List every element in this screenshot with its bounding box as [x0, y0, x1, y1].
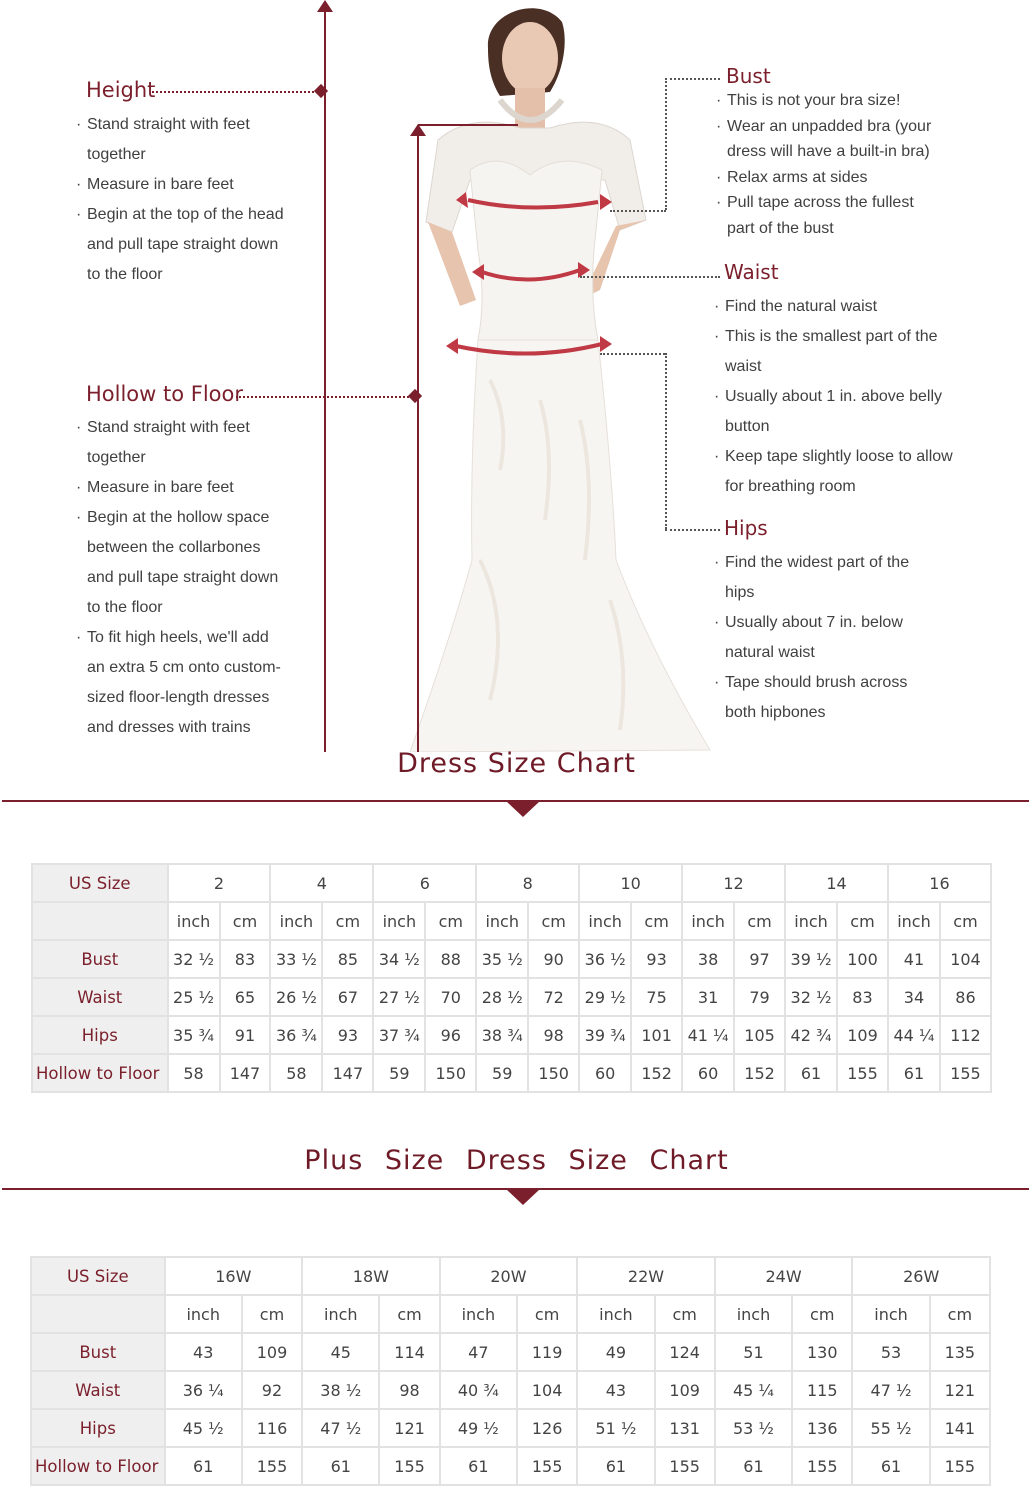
- hips-instruction: [714, 608, 1014, 668]
- table-cell: 150: [528, 1054, 579, 1092]
- table-cell: 147: [220, 1054, 271, 1092]
- table-cell: 40 ¾: [440, 1371, 517, 1409]
- height-guide-line: [324, 6, 326, 752]
- table-cell: 124: [655, 1333, 715, 1371]
- table-cell: 32 ½: [785, 978, 837, 1016]
- hollow-title: Hollow to Floor: [86, 382, 244, 406]
- height-instruction-line: Stand straight with feet: [87, 116, 250, 133]
- size-header-row: [31, 1257, 990, 1295]
- plus-chart-heading: Plus Size Dress Size Chart: [304, 1145, 729, 1176]
- table-cell: 155: [792, 1447, 852, 1485]
- table-cell: 155: [517, 1447, 577, 1485]
- table-row: [32, 978, 991, 1016]
- dress-chart-heading: Dress Size Chart: [397, 748, 636, 779]
- bust-leader-in: [610, 210, 666, 212]
- table-cell: 49: [577, 1333, 654, 1371]
- hips-leader-v: [665, 353, 667, 529]
- table-cell: 116: [242, 1409, 302, 1447]
- height-instruction-line: to the floor: [87, 266, 163, 283]
- table-cell: 152: [631, 1054, 682, 1092]
- table-cell: 49 ½: [440, 1409, 517, 1447]
- table-cell: 45 ½: [165, 1409, 242, 1447]
- hollow-instruction-line: and pull tape straight down: [87, 569, 279, 586]
- height-instructions: [76, 110, 316, 290]
- height-instruction-line: Begin at the top of the head: [87, 206, 284, 223]
- table-cell: 98: [379, 1371, 439, 1409]
- height-leader: [152, 91, 322, 93]
- table-cell: 43: [577, 1371, 654, 1409]
- unit-cm: cm: [734, 902, 785, 940]
- table-cell: 67: [322, 978, 373, 1016]
- unit-cm: cm: [379, 1295, 439, 1333]
- row-label: Waist: [32, 978, 168, 1016]
- hips-instruction-line: hips: [725, 584, 755, 601]
- unit-cm: cm: [631, 902, 682, 940]
- hollow-instruction: [76, 623, 316, 743]
- bust-title: Bust: [726, 64, 771, 88]
- height-instruction: [76, 170, 316, 200]
- size-column-header: 10: [579, 864, 682, 902]
- hollow-instruction-line: To fit high heels, we'll add: [87, 629, 269, 646]
- unit-inch: inch: [785, 902, 837, 940]
- table-row: [31, 1447, 990, 1485]
- table-row: [32, 1054, 991, 1092]
- table-cell: 155: [940, 1054, 991, 1092]
- plus-chart-divider-arrow: [506, 1189, 540, 1205]
- row-label: Bust: [32, 940, 168, 978]
- bust-instruction-line: Relax arms at sides: [727, 168, 868, 186]
- unit-inch: inch: [168, 902, 220, 940]
- table-cell: 61: [888, 1054, 940, 1092]
- hips-leader-in: [600, 353, 665, 355]
- hips-instruction: [714, 548, 1014, 608]
- table-cell: 45 ¼: [715, 1371, 792, 1409]
- unit-inch: inch: [682, 902, 734, 940]
- table-cell: 41: [888, 940, 940, 978]
- hollow-instruction-line: sized floor-length dresses: [87, 689, 270, 706]
- table-row: [32, 1016, 991, 1054]
- size-column-header: 14: [785, 864, 888, 902]
- table-cell: 121: [379, 1409, 439, 1447]
- table-cell: 28 ½: [476, 978, 528, 1016]
- table-cell: 32 ½: [168, 940, 220, 978]
- table-cell: 85: [322, 940, 373, 978]
- waist-instruction-line: Usually about 1 in. above belly: [725, 388, 943, 405]
- hollow-instruction-line: between the collarbones: [87, 539, 261, 556]
- table-cell: 36 ¼: [165, 1371, 242, 1409]
- waist-instructions: [714, 292, 1014, 502]
- unit-inch: inch: [302, 1295, 379, 1333]
- table-cell: 45: [302, 1333, 379, 1371]
- table-cell: 155: [930, 1447, 990, 1485]
- table-cell: 42 ¾: [785, 1016, 837, 1054]
- hollow-guide-top: [418, 124, 518, 126]
- size-column-header: 20W: [440, 1257, 578, 1295]
- unit-inch: inch: [373, 902, 425, 940]
- table-cell: 59: [476, 1054, 528, 1092]
- table-cell: 93: [322, 1016, 373, 1054]
- bust-instruction: [716, 114, 1016, 165]
- table-cell: 38: [682, 940, 734, 978]
- table-cell: 58: [270, 1054, 322, 1092]
- table-cell: 155: [655, 1447, 715, 1485]
- hips-instruction-line: Tape should brush across: [725, 674, 908, 691]
- row-label: Hollow to Floor: [32, 1054, 168, 1092]
- table-cell: 61: [577, 1447, 654, 1485]
- waist-instruction: [714, 322, 1014, 382]
- waist-instruction-line: for breathing room: [725, 478, 856, 495]
- table-cell: 119: [517, 1333, 577, 1371]
- hollow-instruction-line: and dresses with trains: [87, 719, 251, 736]
- table-cell: 53 ½: [715, 1409, 792, 1447]
- table-cell: 53: [852, 1333, 929, 1371]
- hips-instruction: [714, 668, 1014, 728]
- bust-instruction-line: Wear an unpadded bra (your: [727, 117, 932, 135]
- table-row: [31, 1409, 990, 1447]
- table-cell: 34 ½: [373, 940, 425, 978]
- table-cell: 114: [379, 1333, 439, 1371]
- unit-cm: cm: [517, 1295, 577, 1333]
- table-cell: 147: [322, 1054, 373, 1092]
- height-title: Height: [86, 78, 156, 102]
- table-cell: 51 ½: [577, 1409, 654, 1447]
- hollow-guide-line: [417, 128, 419, 752]
- unit-inch: inch: [852, 1295, 929, 1333]
- table-cell: 65: [220, 978, 271, 1016]
- unit-cm: cm: [792, 1295, 852, 1333]
- table-cell: 109: [837, 1016, 888, 1054]
- table-cell: 112: [940, 1016, 991, 1054]
- waist-instruction: [714, 442, 1014, 502]
- size-column-header: 18W: [302, 1257, 440, 1295]
- table-cell: 61: [852, 1447, 929, 1485]
- waist-leader: [580, 276, 720, 278]
- size-column-header: 22W: [577, 1257, 715, 1295]
- hips-instruction-line: natural waist: [725, 644, 815, 661]
- hips-instructions: [714, 548, 1014, 728]
- unit-inch: inch: [165, 1295, 242, 1333]
- height-instruction-line: Measure in bare feet: [87, 176, 234, 193]
- hollow-instruction: [76, 503, 316, 623]
- unit-inch: inch: [715, 1295, 792, 1333]
- table-cell: 36 ½: [579, 940, 631, 978]
- hollow-instruction: [76, 413, 316, 473]
- table-cell: 61: [302, 1447, 379, 1485]
- table-cell: 92: [242, 1371, 302, 1409]
- table-cell: 41 ¼: [682, 1016, 734, 1054]
- hollow-instruction-line: an extra 5 cm onto custom-: [87, 659, 281, 676]
- table-cell: 61: [165, 1447, 242, 1485]
- table-row: [32, 940, 991, 978]
- bust-leader-h: [665, 78, 720, 80]
- table-cell: 25 ½: [168, 978, 220, 1016]
- table-cell: 86: [940, 978, 991, 1016]
- hollow-instruction-line: to the floor: [87, 599, 163, 616]
- table-cell: 131: [655, 1409, 715, 1447]
- table-cell: 96: [425, 1016, 476, 1054]
- table-cell: 44 ¼: [888, 1016, 940, 1054]
- waist-instruction-line: This is the smallest part of the: [725, 328, 938, 345]
- unit-row: [32, 902, 991, 940]
- hips-instruction-line: both hipbones: [725, 704, 826, 721]
- hips-instruction-line: Find the widest part of the: [725, 554, 910, 571]
- size-column-header: 24W: [715, 1257, 853, 1295]
- row-label: Hollow to Floor: [31, 1447, 165, 1485]
- table-cell: 75: [631, 978, 682, 1016]
- table-cell: 135: [930, 1333, 990, 1371]
- table-cell: 51: [715, 1333, 792, 1371]
- table-cell: 136: [792, 1409, 852, 1447]
- unit-row-blank: [32, 902, 168, 940]
- table-cell: 155: [379, 1447, 439, 1485]
- unit-cm: cm: [425, 902, 476, 940]
- table-cell: 90: [528, 940, 579, 978]
- table-cell: 97: [734, 940, 785, 978]
- table-cell: 38 ¾: [476, 1016, 528, 1054]
- plus-size-table: [30, 1256, 991, 1486]
- waist-instruction: [714, 292, 1014, 322]
- hollow-instruction-line: Begin at the hollow space: [87, 509, 270, 526]
- unit-cm: cm: [940, 902, 991, 940]
- unit-inch: inch: [270, 902, 322, 940]
- hollow-instruction: [76, 473, 316, 503]
- bust-leader-v: [665, 78, 667, 210]
- table-cell: 39 ¾: [579, 1016, 631, 1054]
- hips-leader-h: [665, 529, 720, 531]
- table-cell: 55 ½: [852, 1409, 929, 1447]
- height-instruction-line: and pull tape straight down: [87, 236, 279, 253]
- waist-instruction-line: waist: [725, 358, 762, 375]
- table-cell: 141: [930, 1409, 990, 1447]
- row-label: Hips: [31, 1409, 165, 1447]
- size-column-header: 4: [270, 864, 373, 902]
- table-cell: 47: [440, 1333, 517, 1371]
- hips-instruction-line: Usually about 7 in. below: [725, 614, 903, 631]
- bust-instruction: [716, 88, 1016, 114]
- table-cell: 36 ¾: [270, 1016, 322, 1054]
- table-row: [31, 1333, 990, 1371]
- size-column-header: 16: [888, 864, 991, 902]
- height-instruction: [76, 200, 316, 290]
- size-column-header: 16W: [165, 1257, 303, 1295]
- bust-instruction: [716, 165, 1016, 191]
- unit-cm: cm: [220, 902, 271, 940]
- table-cell: 60: [579, 1054, 631, 1092]
- unit-cm: cm: [528, 902, 579, 940]
- model-illustration: [380, 0, 740, 752]
- bust-instruction-line: This is not your bra size!: [727, 92, 901, 109]
- table-cell: 105: [734, 1016, 785, 1054]
- table-cell: 26 ½: [270, 978, 322, 1016]
- table-cell: 83: [220, 940, 271, 978]
- unit-cm: cm: [655, 1295, 715, 1333]
- unit-row-blank: [31, 1295, 165, 1333]
- table-cell: 38 ½: [302, 1371, 379, 1409]
- size-column-header: 6: [373, 864, 476, 902]
- hollow-instruction-line: Measure in bare feet: [87, 479, 234, 496]
- size-column-header: 8: [476, 864, 579, 902]
- table-cell: 155: [837, 1054, 888, 1092]
- unit-cm: cm: [322, 902, 373, 940]
- table-cell: 60: [682, 1054, 734, 1092]
- unit-inch: inch: [888, 902, 940, 940]
- bust-instruction: [716, 190, 1016, 241]
- hollow-leader: [236, 396, 416, 398]
- table-cell: 109: [655, 1371, 715, 1409]
- table-cell: 88: [425, 940, 476, 978]
- unit-inch: inch: [476, 902, 528, 940]
- hollow-instruction-line: Stand straight with feet: [87, 419, 250, 436]
- table-cell: 121: [930, 1371, 990, 1409]
- unit-cm: cm: [837, 902, 888, 940]
- us-size-label: US Size: [31, 1257, 165, 1295]
- table-cell: 72: [528, 978, 579, 1016]
- table-cell: 79: [734, 978, 785, 1016]
- bust-instruction-line: dress will have a built-in bra): [727, 143, 930, 160]
- size-column-header: 26W: [852, 1257, 990, 1295]
- bust-instruction-line: part of the bust: [727, 219, 834, 237]
- unit-inch: inch: [440, 1295, 517, 1333]
- table-cell: 115: [792, 1371, 852, 1409]
- table-cell: 59: [373, 1054, 425, 1092]
- table-cell: 61: [440, 1447, 517, 1485]
- bust-instructions: [716, 88, 1016, 241]
- table-cell: 35 ½: [476, 940, 528, 978]
- table-cell: 109: [242, 1333, 302, 1371]
- table-cell: 61: [785, 1054, 837, 1092]
- hollow-instruction-line: together: [87, 449, 146, 466]
- height-guide-arrow: [317, 0, 333, 12]
- row-label: Waist: [31, 1371, 165, 1409]
- table-cell: 29 ½: [579, 978, 631, 1016]
- size-column-header: 12: [682, 864, 785, 902]
- table-cell: 47 ½: [852, 1371, 929, 1409]
- unit-cm: cm: [242, 1295, 302, 1333]
- height-instruction: [76, 110, 316, 170]
- table-cell: 126: [517, 1409, 577, 1447]
- hips-title: Hips: [724, 516, 768, 540]
- table-cell: 100: [837, 940, 888, 978]
- table-cell: 35 ¾: [168, 1016, 220, 1054]
- unit-inch: inch: [579, 902, 631, 940]
- us-size-label: US Size: [32, 864, 168, 902]
- table-cell: 130: [792, 1333, 852, 1371]
- unit-row: [31, 1295, 990, 1333]
- table-cell: 155: [242, 1447, 302, 1485]
- table-cell: 104: [517, 1371, 577, 1409]
- table-cell: 34: [888, 978, 940, 1016]
- table-cell: 70: [425, 978, 476, 1016]
- table-cell: 152: [734, 1054, 785, 1092]
- table-cell: 37 ¾: [373, 1016, 425, 1054]
- height-instruction-line: together: [87, 146, 146, 163]
- dress-size-table: [31, 863, 992, 1093]
- table-cell: 91: [220, 1016, 271, 1054]
- table-cell: 31: [682, 978, 734, 1016]
- table-cell: 27 ½: [373, 978, 425, 1016]
- table-cell: 33 ½: [270, 940, 322, 978]
- table-cell: 83: [837, 978, 888, 1016]
- table-cell: 104: [940, 940, 991, 978]
- row-label: Hips: [32, 1016, 168, 1054]
- waist-instruction-line: Find the natural waist: [725, 298, 878, 315]
- table-cell: 93: [631, 940, 682, 978]
- table-cell: 150: [425, 1054, 476, 1092]
- waist-title: Waist: [724, 260, 779, 284]
- unit-inch: inch: [577, 1295, 654, 1333]
- table-cell: 58: [168, 1054, 220, 1092]
- table-cell: 101: [631, 1016, 682, 1054]
- table-cell: 39 ½: [785, 940, 837, 978]
- bust-instruction-line: Pull tape across the fullest: [727, 194, 914, 211]
- table-cell: 98: [528, 1016, 579, 1054]
- size-header-row: [32, 864, 991, 902]
- table-cell: 43: [165, 1333, 242, 1371]
- dress-chart-divider-arrow: [506, 801, 540, 817]
- table-row: [31, 1371, 990, 1409]
- unit-cm: cm: [930, 1295, 990, 1333]
- table-cell: 47 ½: [302, 1409, 379, 1447]
- waist-instruction-line: Keep tape slightly loose to allow: [725, 448, 953, 465]
- hollow-instructions: [76, 413, 316, 743]
- size-column-header: 2: [168, 864, 271, 902]
- waist-instruction: [714, 382, 1014, 442]
- table-cell: 61: [715, 1447, 792, 1485]
- waist-instruction-line: button: [725, 418, 770, 435]
- row-label: Bust: [31, 1333, 165, 1371]
